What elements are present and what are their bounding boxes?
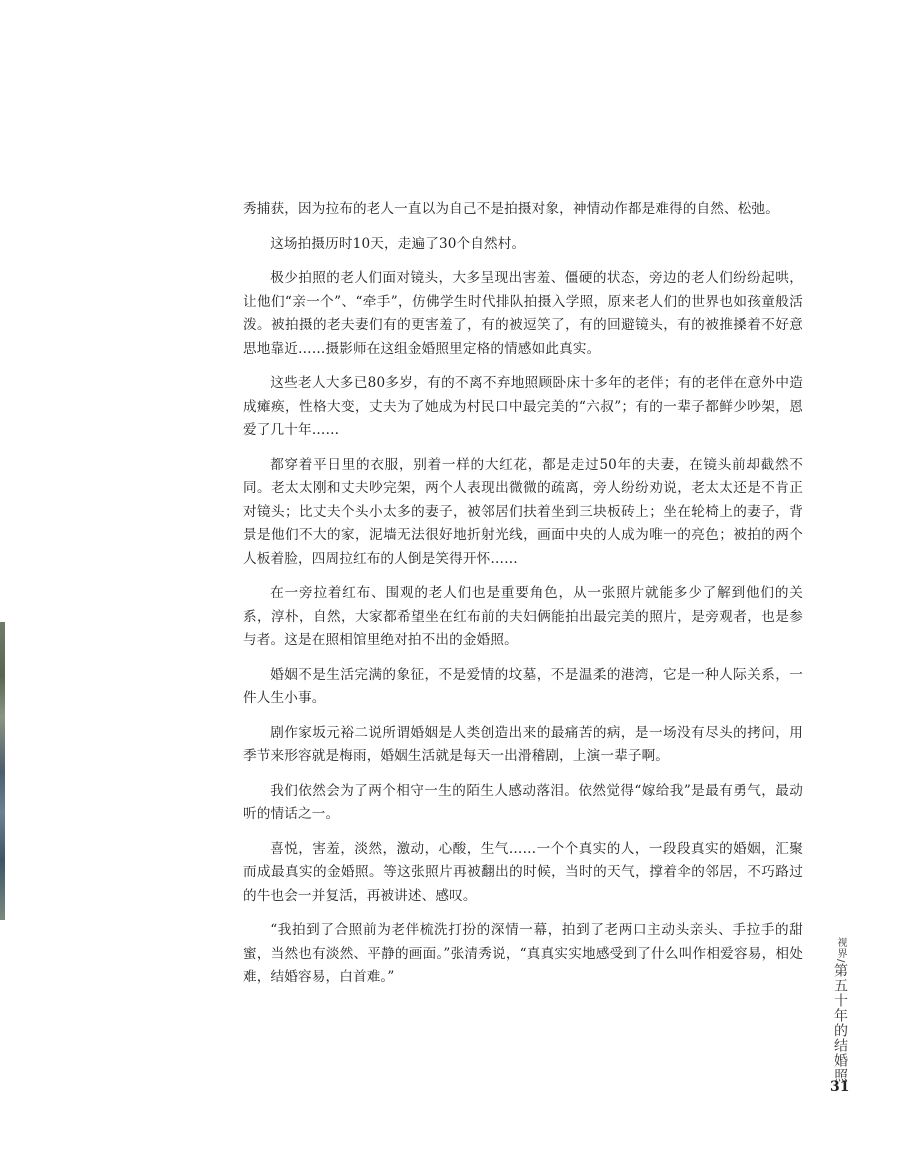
paragraph-8: 剧作家坂元裕二说所谓婚姻是人类创造出来的最痛苦的病，是一场没有尽头的拷问，用季节来形容就是梅雨，婚姻生活就是每天一出滑稽剧，上演一辈子啊。 bbox=[243, 724, 803, 764]
section-label: 视界 bbox=[835, 937, 846, 959]
paragraph-11: “我拍到了合照前为老伴梳洗打扮的深情一幕，拍到了老两口主动头亲头、手拉手的甜蜜，当然也有淡然、平静的画面。”张清秀说，“真真实实地感受到了什么叫作相爱容易，相处难，结婚容易，白首难。” bbox=[243, 922, 803, 985]
paragraph-4: 这些老人大多已80多岁，有的不离不弃地照顾卧床十多年的老伴；有的老伴在意外中造成瘫痪，性格大变，丈夫为了她成为村民口中最完美的“六叔”；有的一辈子都鲜少吵架，恩爱了几十年…… bbox=[243, 375, 803, 438]
paragraph-2: 这场拍摄历时10天，走遍了30个自然村。 bbox=[270, 235, 526, 252]
paragraph-3: 极少拍照的老人们面对镜头，大多呈现出害羞、僵硬的状态，旁边的老人们纷纷起哄，让他们“亲一个”、“牵手”，仿佛学生时代排队拍摄入学照，原来老人们的世界也如孩童般活泼。被拍摄的老夫妻们有的更害羞了，有的被逗笑了，有的回避镜头，有的被推搡着不好意思地靠近……摄影师在这组金婚照里定格的情感如此真实。 bbox=[243, 270, 803, 357]
running-head bbox=[832, 937, 850, 1083]
article-title: 第五十年的结婚照 bbox=[832, 963, 848, 1084]
paragraph-9: 我们依然会为了两个相守一生的陌生人感动落泪。依然觉得“嫁给我”是最有勇气，最动听的情话之一。 bbox=[243, 782, 803, 822]
paragraph-7: 婚姻不是生活完满的象征，不是爱情的坟墓，不是温柔的港湾，它是一种人际关系，一件人生小事。 bbox=[243, 666, 803, 706]
paragraph-5: 都穿着平日里的衣服，别着一样的大红花，都是走过50年的夫妻，在镜头前却截然不同。老太太刚和丈夫吵完架，两个人表现出微微的疏离，旁人纷纷劝说，老太太还是不肯正对镜头；比丈夫个头小太多的妻子，被邻居们扶着坐到三块板砖上；坐在轮椅上的妻子，背景是他们不大的家，泥墙无法很好地折射光线，画面中央的人成为唯一的亮色；被拍的两个人板着脸，四周拉红布的人倒是笑得开怀…… bbox=[243, 456, 803, 567]
article-body bbox=[243, 198, 803, 1001]
paragraph-1: 秀捕获，因为拉布的老人一直以为自己不是拍摄对象，神情动作都是难得的自然、松弛。 bbox=[243, 201, 780, 217]
photo-edge bbox=[0, 622, 5, 920]
paragraph-6: 在一旁拉着红布、围观的老人们也是重要角色，从一张照片就能多少了解到他们的关系，淳朴，自然，大家都希望坐在红布前的夫妇俩能拍出最完美的照片，是旁观者，也是参与者。这是在照相馆里绝对拍不出的金婚照。 bbox=[243, 585, 803, 648]
paragraph-10: 喜悦，害羞，淡然，激动，心酸，生气……一个个真实的人，一段段真实的婚姻，汇聚而成最真实的金婚照。等这张照片再被翻出的时候，当时的天气，撑着伞的邻居，不巧路过的牛也会一并复活，再被讲述、感叹。 bbox=[243, 840, 803, 904]
page-number: 31 bbox=[830, 1079, 850, 1095]
section-separator: / bbox=[835, 959, 846, 964]
